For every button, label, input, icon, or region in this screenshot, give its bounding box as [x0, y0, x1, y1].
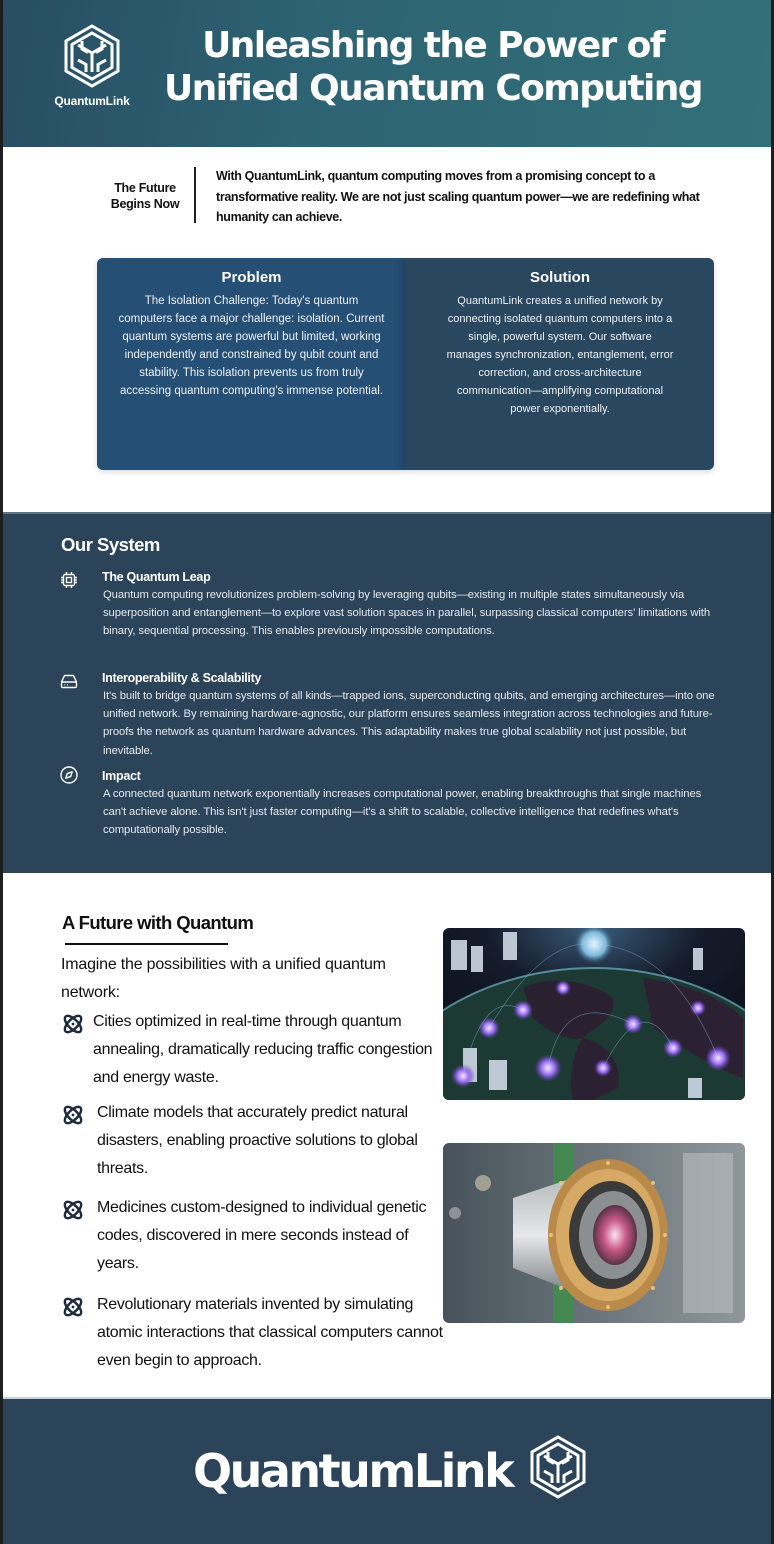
compass-icon	[59, 765, 79, 785]
problem-solution-card	[97, 258, 714, 470]
quantum-processor-image	[443, 1143, 745, 1323]
hexagon-logo-icon	[64, 24, 120, 88]
infographic-page	[3, 0, 771, 1544]
problem-title: Problem	[221, 269, 282, 286]
system-item-body: It's built to bridge quantum systems of all kinds—trapped ions, superconducting qubits, and emerging architectures—into one unified network. By remaining hardware-agnostic, our platform ensures seamless integration across technologies and future-proofs the network as quantum hardware advances. This adaptability makes true global scalability not just possible, but inevitable.	[103, 690, 715, 757]
title-line-1: Unleashing the Power of	[202, 25, 664, 66]
atom-icon	[61, 1198, 85, 1222]
atom-icon	[61, 1103, 85, 1127]
intro-label	[103, 180, 187, 212]
future-title-underline	[65, 943, 228, 945]
header-banner	[3, 0, 771, 147]
system-title: Our System	[61, 534, 160, 555]
intro-label-line-1: The Future	[114, 181, 176, 195]
system-item-heading: The Quantum Leap	[102, 570, 211, 584]
footer-banner	[3, 1397, 771, 1544]
processor-illustration	[443, 1143, 745, 1323]
footer-wordmark: QuantumLink	[193, 1444, 513, 1498]
atom-icon	[61, 1295, 85, 1319]
future-intro: Imagine the possibilities with a unified quantum network:	[61, 956, 386, 1001]
future-item-text: Revolutionary materials invented by simulating atomic interactions that classical computers cannot even begin to approach.	[97, 1296, 443, 1369]
intro-label-line-2: Begins Now	[110, 197, 180, 211]
our-system-section	[3, 512, 771, 873]
solution-title: Solution	[530, 269, 590, 286]
intro-divider	[194, 167, 196, 223]
solution-panel	[406, 258, 714, 470]
problem-panel	[97, 258, 406, 470]
problem-body: The Isolation Challenge: Today's quantum computers face a major challenge: isolation. Current quantum systems are powerful but limited, working independently and constrained by qubit count and stability. This isolation prevents us from truly accessing quantum computing's immense potential.	[118, 295, 385, 397]
page-title	[143, 24, 723, 110]
globe-illustration	[443, 928, 745, 1100]
system-item-heading: Impact	[102, 769, 141, 783]
title-line-2: Unified Quantum Computing	[164, 68, 702, 109]
system-item-heading: Interoperability & Scalability	[102, 671, 262, 685]
system-item-body: A connected quantum network exponentially increases computational power, enabling breakthroughs that single machines can't achieve alone. This isn't just faster computing—it's a shift to scalable, collective intelligence that redefines what's computationally possible.	[103, 788, 702, 837]
future-item-text: Climate models that accurately predict natural disasters, enabling proactive solutions to global threats.	[97, 1104, 418, 1177]
solution-body: QuantumLink creates a unified network by connecting isolated quantum computers into a single, powerful system. Our software manages synchronization, entanglement, error correction, and cross-architecture communication—amplifying computational power exponentially.	[446, 295, 674, 415]
hard-drive-icon	[59, 671, 79, 691]
atom-icon	[61, 1012, 85, 1036]
quantum-network-globe-image	[443, 928, 745, 1100]
intro-text: With QuantumLink, quantum computing moves from a promising concept to a transformative reality. We are not just scaling quantum power—we are redefining what humanity can achieve.	[216, 169, 700, 224]
system-item-body: Quantum computing revolutionizes problem-solving by leveraging qubits—existing in multiple states simultaneously via superposition and entanglement—to explore vast solution spaces in parallel, surpassing classical computers' limitations with binary, sequential processing. This enables previously impossible computations.	[103, 589, 711, 638]
future-item-text: Cities optimized in real-time through quantum annealing, dramatically reducing traffic congestion and energy waste.	[93, 1013, 433, 1086]
chip-icon	[59, 570, 79, 590]
brand-logo	[47, 24, 137, 108]
future-title: A Future with Quantum	[62, 912, 254, 933]
future-item-text: Medicines custom-designed to individual genetic codes, discovered in mere seconds instead of years.	[97, 1199, 427, 1272]
logo-wordmark: QuantumLink	[54, 94, 130, 108]
hexagon-logo-icon	[530, 1435, 586, 1499]
